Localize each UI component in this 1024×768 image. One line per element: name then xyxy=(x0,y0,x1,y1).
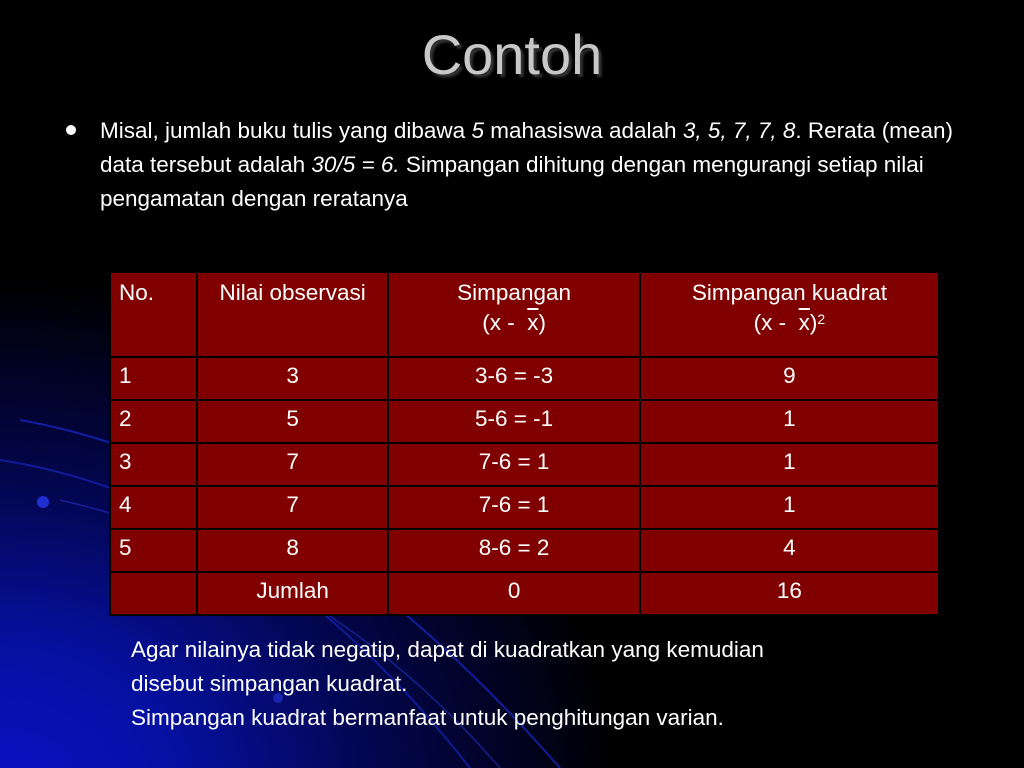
text: Simpangan xyxy=(457,280,572,305)
table-row xyxy=(110,529,939,572)
cell-total-kuadrat: 16 xyxy=(640,572,939,615)
exponent: 2 xyxy=(817,311,826,327)
cell-simpangan: 7-6 = 1 xyxy=(388,486,639,529)
x-bar: $\overline{x}$ xyxy=(798,310,810,335)
header-nilai xyxy=(197,272,389,357)
footer-line: disebut simpangan kuadrat. xyxy=(131,671,408,696)
cell-kuadrat: 4 xyxy=(640,529,939,572)
cell-simpangan: 5-6 = -1 xyxy=(388,400,639,443)
footer-note xyxy=(131,633,764,735)
bullet-text xyxy=(100,114,970,216)
header-simpangan xyxy=(388,272,639,357)
table-header-row xyxy=(110,272,939,357)
text: (x - xyxy=(482,310,521,335)
cell-no: 4 xyxy=(110,486,197,529)
cell-nilai: 7 xyxy=(197,486,389,529)
text: . Rerata (mean) data tersebut adalah xyxy=(100,118,953,177)
text: ) xyxy=(538,310,546,335)
text: (x - xyxy=(753,310,793,335)
table-row xyxy=(110,486,939,529)
cell-no: 1 xyxy=(110,357,197,400)
cell-nilai: 8 xyxy=(197,529,389,572)
table-row xyxy=(110,357,939,400)
cell-no xyxy=(110,572,197,615)
bullet-icon xyxy=(66,125,76,135)
cell-simpangan: 3-6 = -3 xyxy=(388,357,639,400)
footer-line: Simpangan kuadrat bermanfaat untuk penghitungan varian. xyxy=(131,705,724,730)
text-italic: 5 xyxy=(471,118,484,143)
cell-kuadrat: 9 xyxy=(640,357,939,400)
cell-kuadrat: 1 xyxy=(640,486,939,529)
text: Simpangan kuadrat xyxy=(691,280,887,305)
table-row xyxy=(110,400,939,443)
text: ) xyxy=(809,310,818,335)
cell-nilai: 5 xyxy=(197,400,389,443)
text: Misal, jumlah buku tulis yang dibawa xyxy=(100,118,472,143)
cell-nilai: 3 xyxy=(197,357,389,400)
cell-simpangan: 8-6 = 2 xyxy=(388,529,639,572)
header-no: No. xyxy=(110,272,197,357)
slide-title: Contoh xyxy=(421,23,603,86)
header-kuadrat xyxy=(640,272,939,357)
text: mahasiswa adalah xyxy=(483,118,683,143)
cell-total-simpangan: 0 xyxy=(388,572,639,615)
footer-line: Agar nilainya tidak negatip, dapat di kuadratkan yang kemudian xyxy=(131,637,764,662)
cell-kuadrat: 1 xyxy=(640,400,939,443)
text-italic: 30/5 = 6. xyxy=(311,152,400,177)
table-row xyxy=(110,443,939,486)
table-total-row xyxy=(110,572,939,615)
x-bar: $\overline{x}$ xyxy=(527,310,539,335)
cell-kuadrat: 1 xyxy=(640,443,939,486)
text: Simpangan dihitung dengan mengurangi setiap nilai pengamatan dengan reratanya xyxy=(100,152,924,211)
cell-no: 5 xyxy=(110,529,197,572)
cell-nilai: 7 xyxy=(197,443,389,486)
text: Nilai observasi xyxy=(219,280,366,305)
cell-total-label: Jumlah xyxy=(197,572,389,615)
cell-no: 2 xyxy=(110,400,197,443)
text-italic: 3, 5, 7, 7, 8 xyxy=(682,118,796,143)
cell-simpangan: 7-6 = 1 xyxy=(388,443,639,486)
cell-no: 3 xyxy=(110,443,197,486)
deviation-table xyxy=(109,271,940,616)
